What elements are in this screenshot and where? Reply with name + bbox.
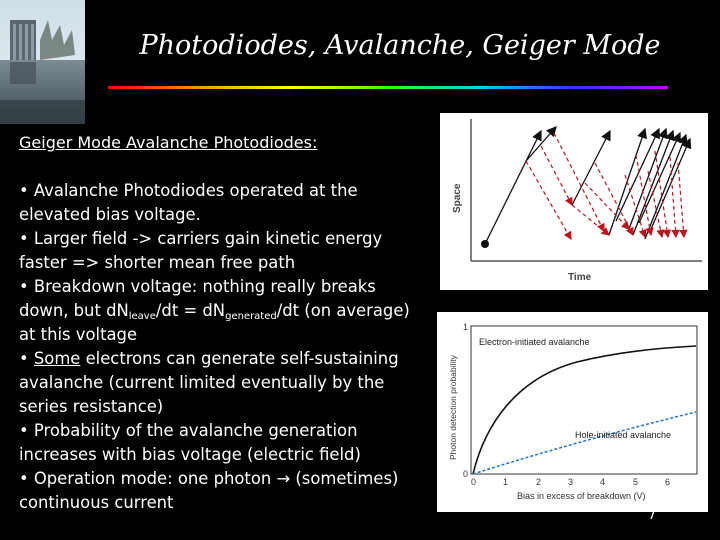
hole-paths [526, 133, 684, 239]
bullet-4-emphasis: Some [33, 349, 81, 368]
bullet-3-text-a: • Breakdown voltage: nothing really breaks down, but dN [19, 277, 376, 320]
rainbow-divider [108, 86, 668, 89]
graph-y-axis-label: Photon detection probability [448, 355, 458, 460]
x-tick-6: 6 [665, 477, 671, 487]
bullet-4 [19, 347, 424, 419]
section-heading: Geiger Mode Avalanche Photodiodes: [19, 133, 318, 152]
bullet-2: • Larger field -> carriers gain kinetic energy faster => shorter mean free path [19, 229, 383, 272]
space-axis-label: Space [452, 183, 463, 213]
initial-photon-dot [481, 240, 489, 248]
bullet-1: • Avalanche Photodiodes operated at the elevated bias voltage. [19, 181, 358, 224]
bullet-6: • Operation mode: one photon → (sometimes) continuous current [19, 469, 399, 512]
hole-curve-label: Hole-initiated avalanche [575, 430, 672, 440]
bullet-4-text: electrons can generate self-sustaining avalanche (current limited eventually by the series resistance) [19, 349, 399, 416]
x-tick-0: 0 [471, 477, 477, 487]
bullet-list [19, 179, 424, 515]
bullet-3-text-b: /dt = dN [155, 301, 226, 320]
bullet-5: • Probability of the avalanche generation increases with bias voltage (electric field) [19, 421, 361, 464]
bullet-3 [19, 275, 424, 347]
y-tick-0: 0 [463, 469, 469, 479]
subscript-generated: generated [225, 311, 277, 322]
y-tick-1: 1 [463, 322, 469, 332]
x-tick-3: 3 [568, 477, 574, 487]
page-number: 7 [648, 508, 657, 523]
x-tick-5: 5 [633, 477, 639, 487]
electron-curve-label: Electron-initiated avalanche [479, 337, 590, 347]
slide-title: Photodiodes, Avalanche, Geiger Mode [139, 30, 661, 61]
graph-x-axis-label: Bias in excess of breakdown (V) [517, 491, 646, 501]
subscript-leave: leave [128, 311, 156, 322]
detection-probability-graph [437, 312, 708, 512]
avalanche-diagram [440, 113, 708, 290]
time-axis-label: Time [568, 272, 592, 283]
x-tick-4: 4 [600, 477, 606, 487]
building-photo [0, 0, 85, 124]
bullet-4-marker: • [19, 349, 34, 368]
x-tick-2: 2 [536, 477, 542, 487]
x-tick-1: 1 [503, 477, 509, 487]
bullet-3-text-c: /dt (on average) at this voltage [19, 301, 410, 344]
